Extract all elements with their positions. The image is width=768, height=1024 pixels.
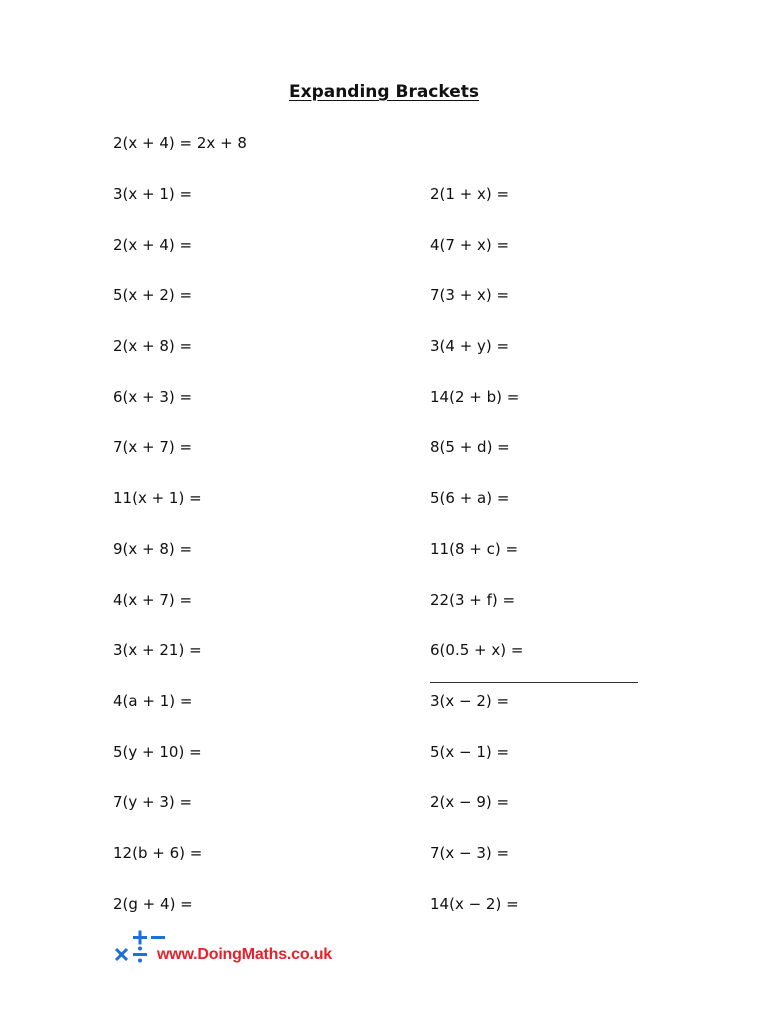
question-item: 2(x + 4) = (113, 235, 193, 254)
question-item: 5(x − 1) = (430, 742, 510, 761)
question-item: 7(x − 3) = (430, 843, 510, 862)
question-item: 2(1 + x) = (430, 185, 510, 203)
question-item: 5(x + 2) = (113, 286, 193, 305)
question-item: 22(3 + f) = (430, 590, 516, 609)
question-item: 3(x + 1) = (113, 185, 193, 203)
worksheet-title: Expanding Brackets (288, 82, 480, 102)
question-item: 6(0.5 + x) = (430, 641, 524, 660)
logo-text: www.DoingMaths.co.uk (157, 946, 332, 963)
question-item: 5(y + 10) = (113, 742, 202, 761)
question-item: 8(5 + d) = (430, 438, 510, 457)
question-item: 12(b + 6) = (113, 843, 203, 862)
question-item: 11(x + 1) = (113, 489, 202, 508)
question-item: 14(2 + b) = (430, 387, 520, 406)
right-question-column (430, 185, 523, 945)
question-item: 2(x + 8) = (113, 337, 193, 356)
question-item: 14(x − 2) = (430, 894, 519, 913)
question-item: 9(x + 8) = (113, 539, 193, 558)
question-item: 11(8 + c) = (430, 539, 519, 558)
question-item: 5(6 + a) = (430, 489, 510, 508)
left-question-column (113, 185, 202, 945)
question-item: 7(3 + x) = (430, 286, 510, 305)
question-item: 4(a + 1) = (113, 691, 193, 710)
question-item: 4(7 + x) = (430, 235, 510, 254)
question-item: 7(x + 7) = (113, 438, 193, 457)
section-divider-line (430, 682, 638, 683)
question-item: 2(g + 4) = (113, 894, 193, 913)
question-item: 3(x − 2) = (430, 691, 510, 710)
doingmaths-logo (113, 930, 353, 970)
question-item: 3(4 + y) = (430, 337, 510, 356)
question-item: 2(x − 9) = (430, 793, 510, 812)
question-item: 4(x + 7) = (113, 590, 193, 609)
worked-example: 2(x + 4) = 2x + 8 (113, 134, 247, 152)
question-item: 7(y + 3) = (113, 793, 193, 812)
question-item: 6(x + 3) = (113, 387, 193, 406)
question-item: 3(x + 21) = (113, 641, 202, 660)
